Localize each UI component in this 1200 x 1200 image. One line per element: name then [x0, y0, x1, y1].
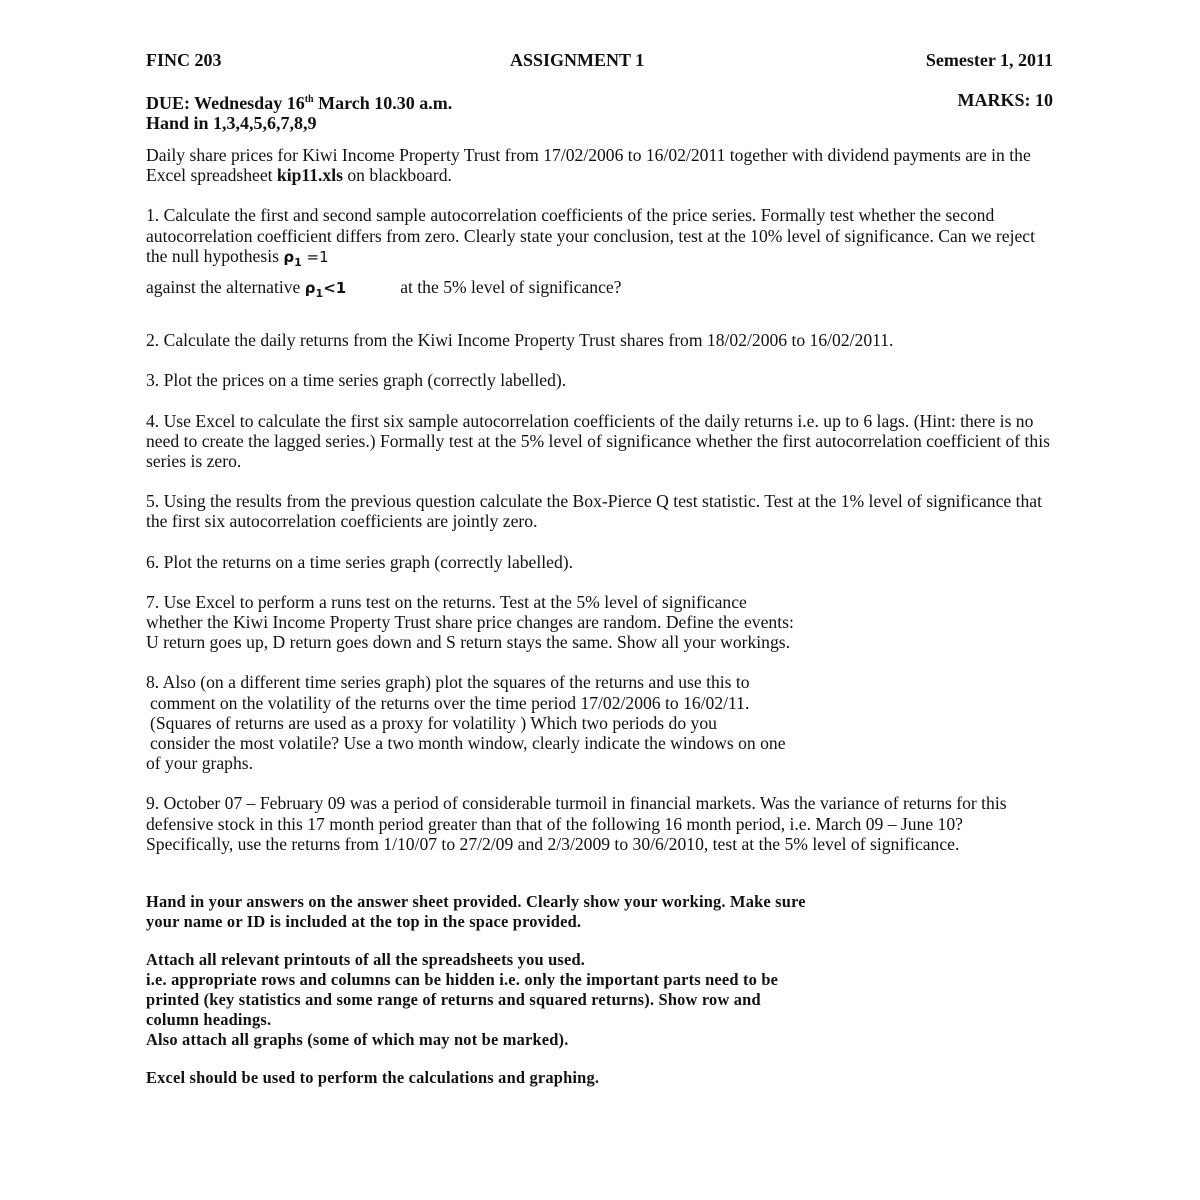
question-5: 5. Using the results from the previous question calculate the Box-Pierce Q test statistic. Test at the 1% level of significance that the first six autocorrelation coefficients are jointly zero.	[146, 491, 1042, 532]
due-date-text: DUE: Wednesday 16	[146, 93, 305, 113]
null-relation: =1	[301, 247, 329, 266]
hand-in-list: Hand in 1,3,4,5,6,7,8,9	[146, 113, 317, 133]
marks-label: MARKS: 10	[957, 90, 1053, 110]
question-8	[146, 672, 1053, 773]
assignment-title: ASSIGNMENT 1	[510, 50, 645, 70]
question-8-line: 8. Also (on a different time series graph) plot the squares of the returns and use this to	[146, 672, 750, 693]
question-7-line: 7. Use Excel to perform a runs test on the returns. Test at the 5% level of significance	[146, 591, 747, 612]
question-3: 3. Plot the prices on a time series graph (correctly labelled).	[146, 370, 567, 391]
intro-paragraph	[146, 145, 1053, 185]
instruction-line: Hand in your answers on the answer sheet provided. Clearly show your working. Make sure	[146, 892, 806, 912]
question-8-line: consider the most volatile? Use a two month window, clearly indicate the windows on one	[150, 733, 786, 754]
intro-text-end: on blackboard.	[342, 165, 452, 186]
intro-text: Daily share prices for Kiwi Income Property Trust from 17/02/2006 to 16/02/2011 together with dividend payments are in the Excel spreadsheet	[146, 145, 1031, 186]
due-date	[146, 90, 1053, 113]
rho-subscript-alt: 1	[315, 287, 324, 301]
question-7-line: whether the Kiwi Income Property Trust share price changes are random. Define the events:	[146, 612, 794, 633]
submission-instructions	[146, 892, 1053, 932]
alternative-relation: <1	[323, 279, 347, 298]
instruction-line: Attach all relevant printouts of all the spreadsheets you used.	[146, 950, 586, 970]
course-code: FINC 203	[146, 50, 222, 70]
question-1-alternative	[146, 277, 1053, 304]
rho-symbol: ρ	[283, 247, 295, 266]
instruction-line: Also attach all graphs (some of which may not be marked).	[146, 1030, 569, 1050]
question-9: 9. October 07 – February 09 was a period of considerable turmoil in financial markets. Was the variance of returns for this defensive stock in this 17 month period greater than that of the following 16 month period, i.e. March 09 – June 10? Specifically, use the returns from 1/10/07 to 27/2/09 and 2/3/2009 to 30/6/2010, test at the 5% level of significance.	[146, 793, 1007, 854]
question-7	[146, 592, 1053, 653]
question-4: 4. Use Excel to calculate the first six sample autocorrelation coefficients of the daily returns i.e. up to 6 lags. (Hint: there is no need to create the lagged series.) Formally test at the 5% level of significance whether the first autocorrelation coefficient of this series is zero.	[146, 410, 1050, 472]
semester-label: Semester 1, 2011	[925, 50, 1053, 70]
question-2: 2. Calculate the daily returns from the Kiwi Income Property Trust shares from 18/02/2006 to 16/02/2011.	[146, 330, 894, 351]
alternative-text: against the alternative	[146, 277, 301, 298]
alternative-hypothesis	[304, 279, 347, 301]
rho-subscript: 1	[294, 255, 302, 269]
instruction-line: printed (key statistics and some range of returns and squared returns). Show row and	[146, 990, 761, 1010]
spreadsheet-filename: kip11.xls	[276, 165, 343, 186]
question-1-text: 1. Calculate the first and second sample autocorrelation coefficients of the price series. Formally test whether the second autocorrelation coefficient differs from zero. Clearly state your conclusion, test at the 10% level of significance. Can we reject the null hypothesis	[146, 205, 1035, 266]
due-block	[146, 90, 1053, 133]
question-8-line: (Squares of returns are used as a proxy for volatility ) Which two periods do you	[150, 712, 717, 733]
question-1	[146, 205, 1053, 273]
due-date-suffix: th	[304, 94, 314, 105]
null-hypothesis	[283, 247, 329, 269]
question-8-line: comment on the volatility of the returns over the time period 17/02/2006 to 16/02/11.	[150, 692, 750, 713]
alternative-significance: at the 5% level of significance?	[400, 277, 622, 298]
question-6: 6. Plot the returns on a time series graph (correctly labelled).	[146, 551, 573, 572]
question-7-line: U return goes up, D return goes down and S return stays the same. Show all your workings.	[146, 632, 791, 653]
instruction-line: your name or ID is included at the top in the space provided.	[146, 912, 582, 932]
instruction-line: column headings.	[146, 1010, 272, 1030]
excel-instruction: Excel should be used to perform the calculations and graphing.	[146, 1068, 600, 1088]
question-8-line: of your graphs.	[146, 753, 254, 774]
due-date-time: March 10.30 a.m.	[313, 93, 453, 113]
assignment-page	[146, 50, 1053, 1088]
instruction-line: i.e. appropriate rows and columns can be hidden i.e. only the important parts need to be	[146, 970, 779, 990]
printout-instructions	[146, 950, 1053, 1050]
document-header	[146, 50, 1053, 74]
rho-symbol-alt: ρ	[304, 279, 316, 298]
